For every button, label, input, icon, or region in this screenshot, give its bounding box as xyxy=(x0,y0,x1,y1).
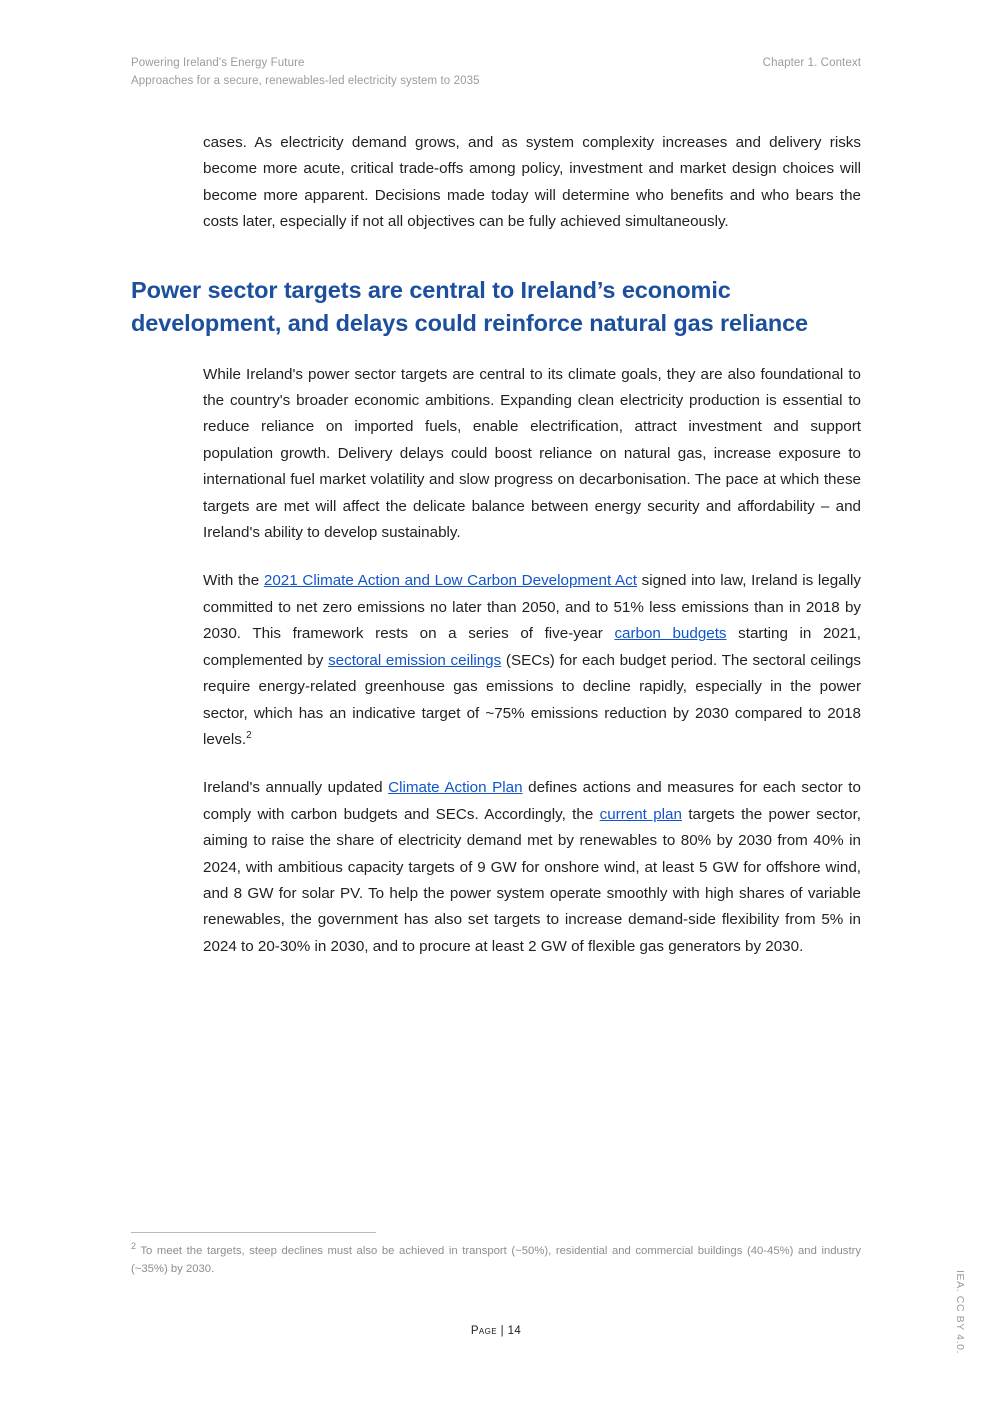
link-carbon-budgets[interactable]: carbon budgets xyxy=(614,625,727,643)
text-fragment: (SECs) for each budget period. The sectoral ceilings require energy-related greenhouse gas emissions to decline rapidly, especially in the power sector, which has an indicative target of ~75% emissions reduction by 2030 compared to 2018 levels. xyxy=(203,651,861,748)
copyright-sidenote: IEA. CC BY 4.0. xyxy=(954,1270,966,1355)
text-fragment: Ireland's annually updated xyxy=(203,779,389,797)
text-fragment: signed into law, Ireland is legally committed to net zero emissions no later than 2050, and to 51% less emissions than in 2018 by 2030. This framework rests on a series of five-year xyxy=(203,572,861,643)
link-sectoral-emission-ceilings[interactable]: sectoral emission ceilings xyxy=(328,651,502,669)
footer-separator: | xyxy=(497,1325,508,1337)
document-body xyxy=(131,130,861,960)
page-footer xyxy=(0,1325,992,1337)
footnote-marker: 2 xyxy=(131,1241,137,1252)
footnote-body: To meet the targets, steep declines must also be achieved in transport (~50%), residential and commercial buildings (40-45%) and industry (~35%) by 2030. xyxy=(131,1245,861,1275)
text-fragment: targets the power sector, aiming to raise the share of electricity demand met by renewables to 80% by 2030 from 40% in 2024, with ambitious capacity targets of 9 GW for onshore wind, at least 5 GW for offshore wind, and 8 GW for solar PV. To help the power system operate smoothly with high shares of variable renewables, the government has also set targets to increase demand-side flexibility from 5% in 2024 to 20-30% in 2030, and to procure at least 2 GW of flexible gas generators by 2030. xyxy=(203,805,862,955)
paragraph-intro: cases. As electricity demand grows, and as system complexity increases and delivery risks become more acute, critical trade-offs among policy, investment and market design choices will become more apparent. Decisions made today will determine who benefits and who bears the costs later, especially if not all objectives can be fully achieved simultaneously. xyxy=(203,134,861,231)
text-fragment: With the xyxy=(203,572,264,590)
header-chapter-label: Chapter 1. Context xyxy=(762,57,861,69)
footer-page-label: Page xyxy=(470,1325,497,1337)
footnote-text xyxy=(131,1242,861,1278)
header-title-line-2: Approaches for a secure, renewables-led electricity system to 2035 xyxy=(131,74,480,87)
footnote-divider xyxy=(131,1232,376,1233)
paragraph-two: While Ireland's power sector targets are central to its climate goals, they are also foundational to the country's broader economic ambitions. Expanding clean electricity production is essential to reduce reliance on imported fuels, enable electrification, attract investment and support population growth. Delivery delays could boost reliance on natural gas, increase exposure to international fuel market volatility and slow progress on decarbonisation. The pace at which these targets are met will affect the delicate balance between energy security and affordability – and Ireland's ability to develop sustainably. xyxy=(203,365,861,542)
header-title-block xyxy=(131,55,480,91)
link-climate-action-low-carbon-act[interactable]: 2021 Climate Action and Low Carbon Development Act xyxy=(263,572,637,590)
text-fragment: starting in 2021, complemented by xyxy=(203,625,861,669)
header-title-line-1: Powering Ireland's Energy Future xyxy=(131,57,305,69)
link-current-plan[interactable]: current plan xyxy=(599,805,682,823)
link-climate-action-plan[interactable]: Climate Action Plan xyxy=(388,779,523,797)
text-fragment: defines actions and measures for each sector to comply with carbon budgets and SECs. Accordingly, the xyxy=(203,779,861,823)
page-header xyxy=(131,55,861,91)
footer-page-number: 14 xyxy=(507,1325,522,1337)
paragraph-three xyxy=(131,568,861,753)
footnote-block xyxy=(131,1232,861,1278)
footnote-reference[interactable]: 2 xyxy=(246,729,252,741)
paragraph-four xyxy=(131,775,861,960)
section-heading: Power sector targets are central to Ireland’s economic development, and delays could reinforce natural gas reliance xyxy=(131,276,809,336)
